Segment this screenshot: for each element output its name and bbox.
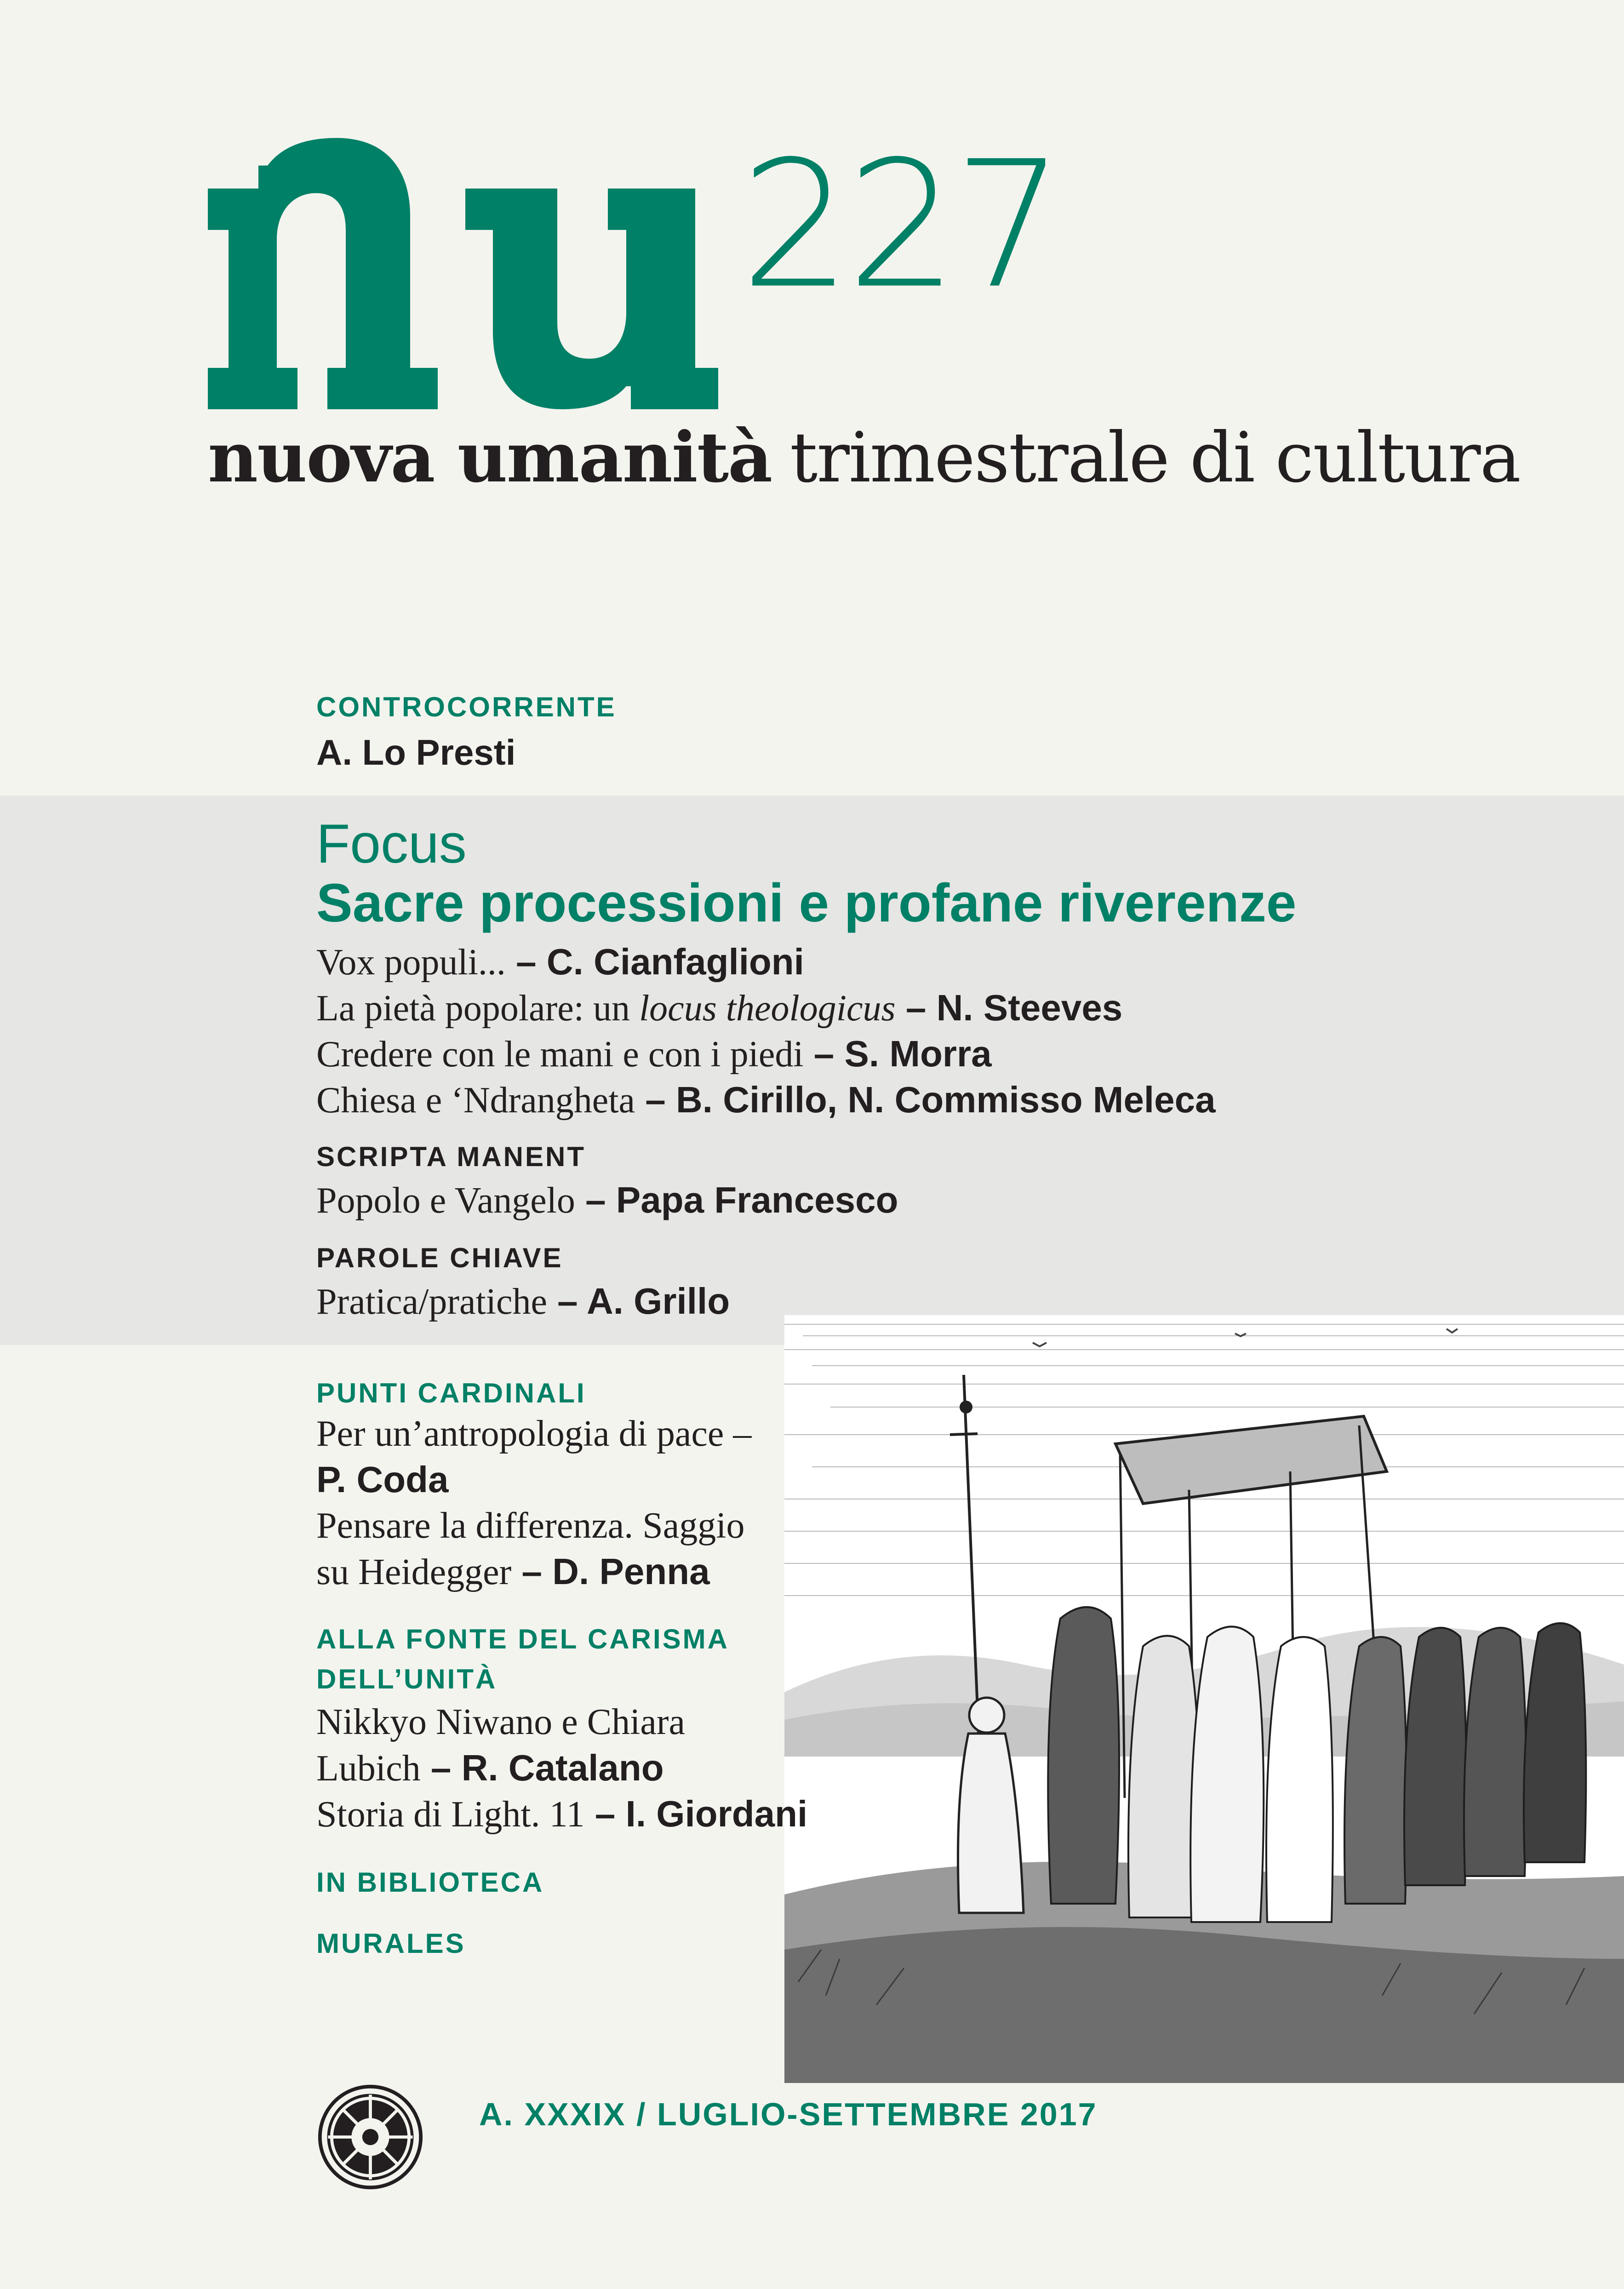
journal-title	[208, 417, 1520, 498]
section-label-in-biblioteca: IN BIBLIOTECA	[316, 1867, 544, 1898]
masthead-logo-nu	[208, 138, 732, 409]
punti-cardinali-line: Pensare la differenza. Saggio	[316, 1505, 745, 1546]
journal-title-bold: nuova umanità	[208, 417, 772, 498]
punti-cardinali-line: su Heidegger – D. Penna	[316, 1551, 710, 1592]
punti-cardinali-line: Per un’antropologia di pace –	[316, 1413, 752, 1454]
section-label-alla-fonte-1: ALLA FONTE DEL CARISMA	[316, 1624, 729, 1654]
journal-title-regular: trimestrale di cultura	[789, 418, 1520, 498]
focus-article: La pietà popolare: un locus theologicus – N. Steeves	[316, 987, 1123, 1029]
controcorrente-author: A. Lo Presti	[316, 732, 516, 773]
focus-kicker: Focus	[316, 813, 467, 875]
alla-fonte-line: Storia di Light. 11 – I. Giordani	[316, 1793, 808, 1835]
spiral-circle-icon	[316, 2083, 424, 2191]
punti-cardinali-line: P. Coda	[316, 1459, 449, 1500]
focus-article: Vox populi... – C. Cianfaglioni	[316, 941, 804, 983]
scripta-manent-item: Popolo e Vangelo – Papa Francesco	[316, 1179, 898, 1221]
section-label-parole-chiave: PAROLE CHIAVE	[316, 1242, 563, 1273]
section-label-alla-fonte-2: DELL’UNITÀ	[316, 1664, 497, 1694]
focus-title: Sacre processioni e profane riverenze	[316, 873, 1297, 933]
alla-fonte-line: Lubich – R. Catalano	[316, 1747, 664, 1789]
alla-fonte-line: Nikkyo Niwano e Chiara	[316, 1702, 686, 1742]
focus-article: Chiesa e ‘Ndrangheta – B. Cirillo, N. Commisso Meleca	[316, 1079, 1216, 1121]
issue-number: 227	[740, 123, 1060, 327]
section-label-controcorrente: CONTROCORRENTE	[316, 692, 617, 722]
issue-date: A. XXXIX / LUGLIO-SETTEMBRE 2017	[479, 2096, 1098, 2132]
section-label-punti-cardinali: PUNTI CARDINALI	[316, 1378, 586, 1408]
section-label-scripta-manent: SCRIPTA MANENT	[316, 1141, 586, 1172]
section-label-murales: MURALES	[316, 1928, 466, 1959]
religious-procession-engraving	[784, 1315, 1624, 2083]
focus-article: Credere con le mani e con i piedi – S. Morra	[316, 1033, 992, 1075]
parole-chiave-item: Pratica/pratiche – A. Grillo	[316, 1281, 730, 1322]
